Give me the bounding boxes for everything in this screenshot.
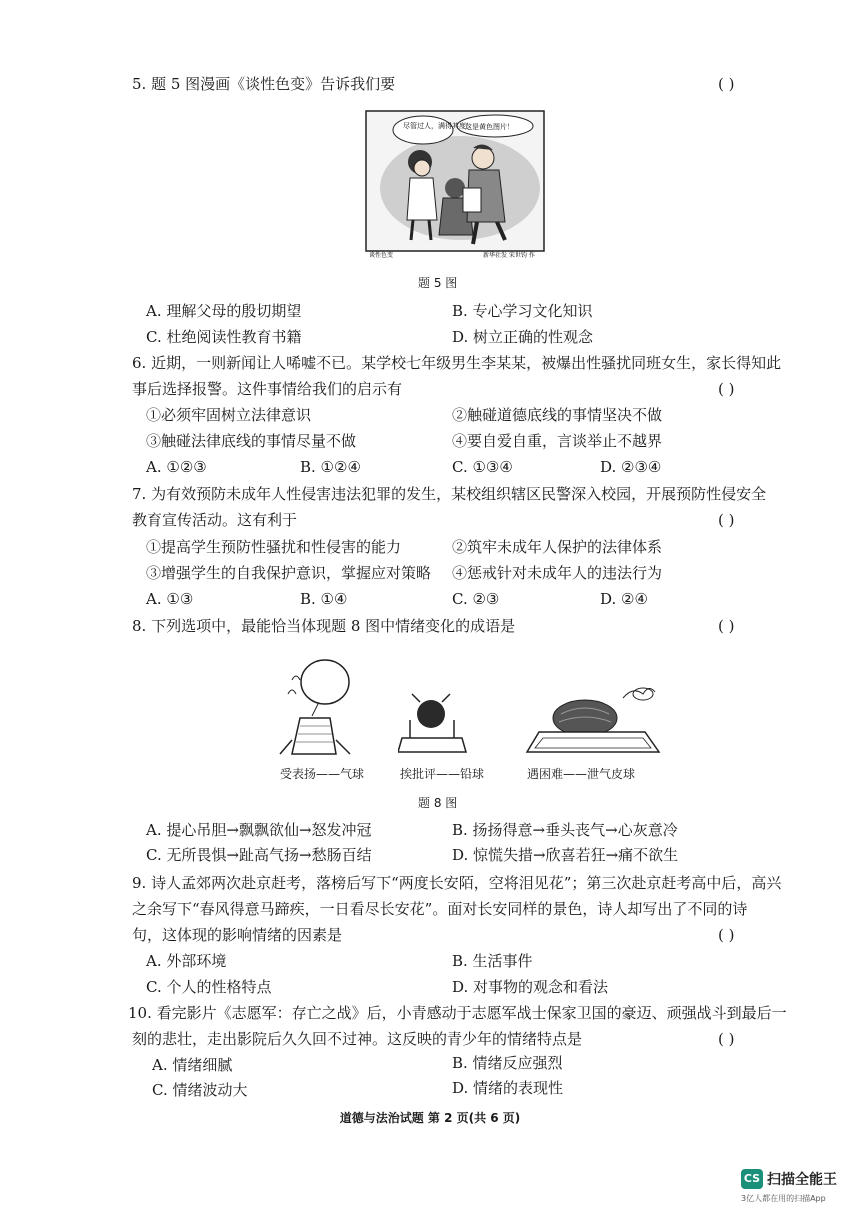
q6-stem-line2: 事后选择报警。这件事情给我们的启示有 <box>132 380 403 398</box>
q5-answer-paren: ( ) <box>718 75 735 93</box>
q7-option-c: C. ②③ <box>452 590 500 608</box>
q6-item-2: ②触碰道德底线的事情坚决不做 <box>452 406 663 424</box>
q10-answer-paren: ( ) <box>718 1030 735 1048</box>
q5-option-c: C. 杜绝阅读性教育书籍 <box>146 328 302 346</box>
q6-item-3: ③触碰法律底线的事情尽量不做 <box>146 432 357 450</box>
page-footer: 道德与法治试题 第 2 页(共 6 页) <box>339 1111 521 1125</box>
q10-option-b: B. 情绪反应强烈 <box>452 1054 563 1072</box>
q9-answer-paren: ( ) <box>718 926 735 944</box>
q6-answer-paren: ( ) <box>718 380 735 398</box>
q9-option-a: A. 外部环境 <box>146 952 227 970</box>
q5-comic-caption-right: 新华社发 宋世钧 作 <box>483 252 535 259</box>
q5-comic-caption-left: 谈性色变 <box>369 252 394 259</box>
q8-option-a: A. 提心吊胆→飘飘欲仙→怒发冲冠 <box>146 821 372 839</box>
q8-figure-label: 题 8 图 <box>418 796 458 810</box>
q9-stem-line1: 9. 诗人孟郊两次赴京赶考，落榜后写下“两度长安陌，空将泪见花”；第三次赴京赶考高中后，高兴 <box>132 874 782 892</box>
q6-option-d: D. ②③④ <box>600 458 662 476</box>
q5-figure-label: 题 5 图 <box>418 276 458 290</box>
q7-option-d: D. ②④ <box>600 590 648 608</box>
q5-stem: 5. 题 5 图漫画《谈性色变》告诉我们要 <box>132 75 396 93</box>
q6-item-4: ④要自爱自重，言谈举止不越界 <box>452 432 663 450</box>
q7-option-a: A. ①③ <box>146 590 194 608</box>
q5-option-b: B. 专心学习文化知识 <box>452 302 593 320</box>
q7-stem-line2: 教育宣传活动。这有利于 <box>132 511 298 529</box>
q6-item-1: ①必须牢固树立法律意识 <box>146 406 312 424</box>
q9-stem-line3: 句，这体现的影响情绪的因素是 <box>132 926 343 944</box>
q6-option-a: A. ①②③ <box>146 458 207 476</box>
q8-option-b: B. 扬扬得意→垂头丧气→心灰意冷 <box>452 821 678 839</box>
scanner-watermark <box>741 1165 851 1205</box>
q8-deflated-ball-figure <box>525 678 665 758</box>
q8-caption-shotput: 挨批评——铅球 <box>400 767 485 781</box>
q5-comic-figure <box>365 110 545 260</box>
q8-shotput-figure <box>398 690 470 758</box>
q10-option-d: D. 情绪的表现性 <box>452 1079 564 1097</box>
q5-option-d: D. 树立正确的性观念 <box>452 328 594 346</box>
q7-item-3: ③增强学生的自我保护意识，掌握应对策略 <box>146 564 432 582</box>
q10-option-a: A. 情绪细腻 <box>152 1056 233 1074</box>
q7-item-4: ④惩戒针对未成年人的违法行为 <box>452 564 663 582</box>
q10-stem-line1: 10. 看完影片《志愿军：存亡之战》后，小青感动于志愿军战士保家卫国的豪迈、顽强战斗到最后一 <box>128 1004 787 1022</box>
q8-balloon-figure <box>270 650 360 758</box>
q5-bubble-right: 这是黄色图片！ <box>465 123 514 131</box>
q9-option-c: C. 个人的性格特点 <box>146 978 272 996</box>
q8-caption-balloon: 受表扬——气球 <box>280 767 365 781</box>
q5-option-a: A. 理解父母的殷切期望 <box>146 302 302 320</box>
q7-item-2: ②筑牢未成年人保护的法律体系 <box>452 538 663 556</box>
q7-answer-paren: ( ) <box>718 511 735 529</box>
q6-stem-line1: 6. 近期，一则新闻让人唏嘘不已。某学校七年级男生李某某，被爆出性骚扰同班女生，家长得知此 <box>132 354 782 372</box>
q10-option-c: C. 情绪波动大 <box>152 1081 248 1099</box>
q9-option-d: D. 对事物的观念和看法 <box>452 978 609 996</box>
scanner-brand-name: 扫描全能王 <box>767 1172 837 1188</box>
q8-option-c: C. 无所畏惧→趾高气扬→愁肠百结 <box>146 846 372 864</box>
q7-item-1: ①提高学生预防性骚扰和性侵害的能力 <box>146 538 402 556</box>
q6-option-c: C. ①③④ <box>452 458 513 476</box>
q9-option-b: B. 生活事件 <box>452 952 533 970</box>
q9-stem-line2: 之余写下“春风得意马蹄疾，一日看尽长安花”。面对长安同样的景色，诗人却写出了不同的诗 <box>132 900 748 918</box>
q6-option-b: B. ①②④ <box>300 458 361 476</box>
q10-stem-line2: 刻的悲壮，走出影院后久久回不过神。这反映的青少年的情绪特点是 <box>132 1030 583 1048</box>
scanner-tagline: 3亿人都在用的扫描App <box>741 1194 826 1203</box>
q8-answer-paren: ( ) <box>718 617 735 635</box>
q8-option-d: D. 惊慌失措→欣喜若狂→痛不欲生 <box>452 846 679 864</box>
q7-option-b: B. ①④ <box>300 590 348 608</box>
q5-bubble-left: 尽管过人，满得其度！ <box>403 122 473 130</box>
q8-caption-deflated-ball: 遇困难——泄气皮球 <box>527 767 636 781</box>
q8-stem: 8. 下列选项中，最能恰当体现题 8 图中情绪变化的成语是 <box>132 617 516 635</box>
q7-stem-line1: 7. 为有效预防未成年人性侵害违法犯罪的发生，某校组织辖区民警深入校园，开展预防性侵安全 <box>132 485 767 503</box>
scanner-logo-icon: CS <box>741 1169 763 1189</box>
